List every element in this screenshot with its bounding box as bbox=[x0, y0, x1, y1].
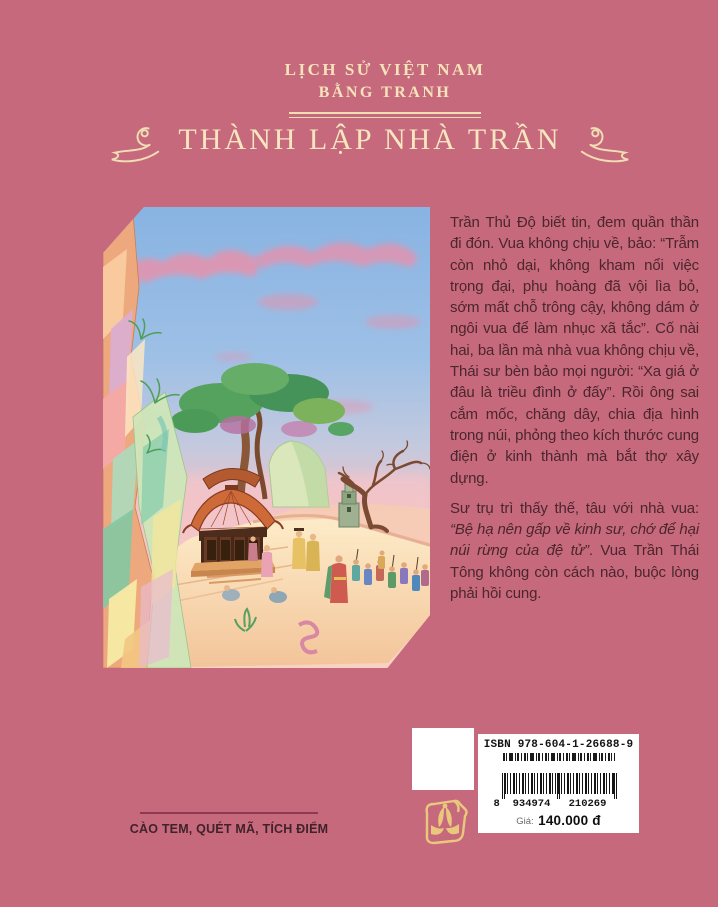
book-title-row bbox=[110, 116, 630, 168]
ean13-barcode bbox=[494, 773, 624, 809]
cover-illustration bbox=[103, 207, 430, 668]
barcode-guard-right bbox=[614, 773, 617, 799]
isbn-number: ISBN 978-604-1-26688-9 bbox=[483, 739, 634, 751]
isbn-price-label bbox=[478, 734, 639, 833]
price-label: Giá: bbox=[516, 816, 534, 827]
synopsis-p2-outro: . Vua Trần Thái Tông không còn cách nào, buộc lòng phải hồi cung. bbox=[450, 542, 699, 603]
blank-sticker-label bbox=[412, 728, 474, 790]
barcode-digit-group1: 934974 bbox=[512, 798, 551, 810]
barcode-digit-group2: 210269 bbox=[568, 798, 607, 810]
isbn-mini-barcode bbox=[503, 753, 615, 761]
synopsis-paragraph-2 bbox=[450, 498, 699, 604]
cloud-ornament-right-icon bbox=[576, 119, 634, 165]
synopsis-p2-quote: “Bệ hạ nên gấp về kinh sư, chớ để hại núi rừng của đệ tử” bbox=[450, 521, 699, 560]
synopsis-paragraph-1: Trần Thủ Độ biết tin, đem quần thần đi đón. Vua không chịu về, bảo: “Trẫm còn nhỏ dại, không kham nổi việc trọng đại, phụ hoàng đã vội lìa bỏ, sớm mất chỗ trông cậy, không dám ở ngôi vua để làm nhục xã tắc”. Cố nài hai, ba lần mà nhà vua không chịu về, Thái sư bèn bảo mọi người: “Xa giá ở đâu là triều đình ở đấy”. Rồi ông sai cắm mốc, chăng dây, chia địa hình trong núi, phỏng theo kích thước cung điện ở kinh thành mà bắt thợ xây dựng. bbox=[450, 214, 699, 487]
barcode-guard-left bbox=[502, 773, 505, 799]
series-title-line1: LỊCH SỬ VIỆT NAM bbox=[284, 60, 486, 79]
back-cover-synopsis bbox=[450, 212, 699, 613]
series-title-line2: BẰNG TRANH bbox=[318, 84, 452, 101]
loyalty-separator-line bbox=[140, 812, 318, 814]
price-value: 140.000 đ bbox=[538, 813, 601, 828]
price-row bbox=[478, 812, 639, 830]
barcode-digits bbox=[494, 798, 624, 810]
barcode-guard-middle bbox=[557, 773, 560, 799]
book-title: THÀNH LẬP NHÀ TRẦN bbox=[178, 123, 562, 156]
barcode-digit-first: 8 bbox=[493, 798, 500, 810]
loyalty-note: CÀO TEM, QUÉT MÃ, TÍCH ĐIỂM bbox=[129, 822, 329, 836]
synopsis-p2-intro: Sư trụ trì thấy thế, tâu với nhà vua: bbox=[450, 499, 699, 517]
publisher-logo-icon bbox=[418, 797, 472, 847]
cloud-ornament-left-icon bbox=[106, 119, 164, 165]
